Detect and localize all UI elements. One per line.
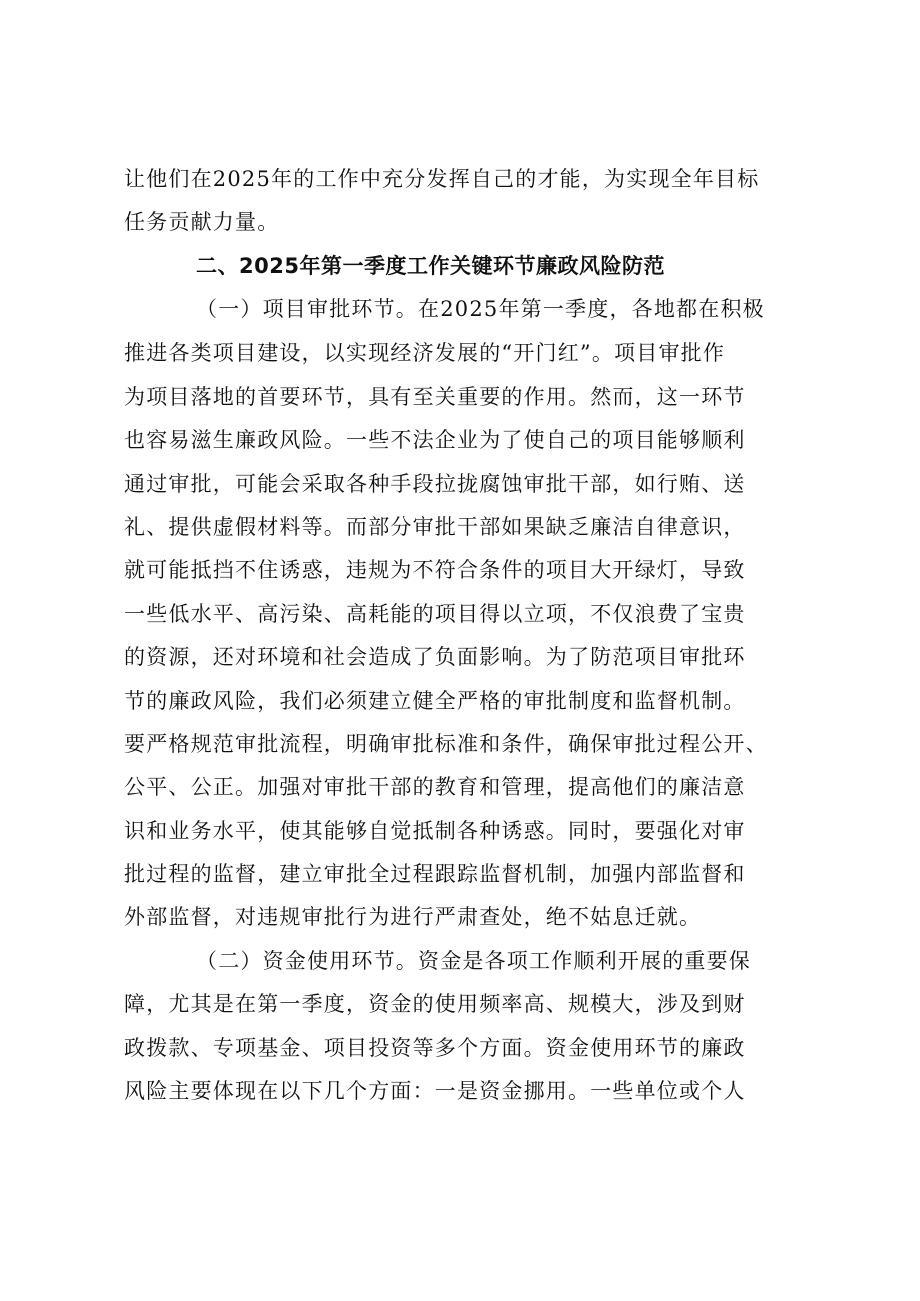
intro-line: 让他们在2025年的工作中充分发挥自己的才能，为实现全年目标: [124, 167, 760, 191]
paragraph-line: 节的廉政风险，我们必须建立健全严格的审批制度和监督机制。: [124, 689, 746, 713]
intro-line: 任务贡献力量。: [124, 210, 280, 234]
paragraph-line: 外部监督，对违规审批行为进行严肃查处，绝不姑息迁就。: [124, 905, 702, 929]
paragraph-line: 批过程的监督，建立审批全过程跟踪监督机制，加强内部监督和: [124, 862, 746, 886]
paragraph-line: 礼、提供虚假材料等。而部分审批干部如果缺乏廉洁自律意识，: [124, 515, 746, 539]
paragraph-line: 推进各类项目建设，以实现经济发展的“开门红”。项目审批作: [124, 341, 726, 365]
paragraph-line: 公平、公正。加强对审批干部的教育和管理，提高他们的廉洁意: [124, 775, 746, 799]
paragraph-line: 要严格规范审批流程，明确审批标准和条件，确保审批过程公开、: [124, 732, 768, 756]
paragraph-line: 通过审批，可能会采取各种手段拉拢腐蚀审批干部，如行贿、送: [124, 472, 746, 496]
paragraph-line: 就可能抵挡不住诱惑，违规为不符合条件的项目大开绿灯，导致: [124, 558, 746, 582]
paragraph-line: （二）资金使用环节。资金是各项工作顺利开展的重要保: [196, 949, 751, 973]
paragraph-line: 识和业务水平，使其能够自觉抵制各种诱惑。同时，要强化对审: [124, 819, 746, 843]
paragraph-line: 风险主要体现在以下几个方面：一是资金挪用。一些单位或个人: [124, 1079, 746, 1103]
section-heading: 二、2025年第一季度工作关键环节廉政风险防范: [196, 254, 665, 278]
paragraph-line: 政拨款、专项基金、项目投资等多个方面。资金使用环节的廉政: [124, 1036, 746, 1060]
paragraph-line: 的资源，还对环境和社会造成了负面影响。为了防范项目审批环: [124, 645, 746, 669]
paragraph-line: 一些低水平、高污染、高耗能的项目得以立项，不仅浪费了宝贵: [124, 602, 746, 626]
paragraph-line: （一）项目审批环节。在2025年第一季度，各地都在积极: [196, 297, 765, 321]
paragraph-line: 为项目落地的首要环节，具有至关重要的作用。然而，这一环节: [124, 385, 746, 409]
paragraph-line: 也容易滋生廉政风险。一些不法企业为了使自己的项目能够顺利: [124, 428, 746, 452]
paragraph-line: 障，尤其是在第一季度，资金的使用频率高、规模大，涉及到财: [124, 992, 746, 1016]
